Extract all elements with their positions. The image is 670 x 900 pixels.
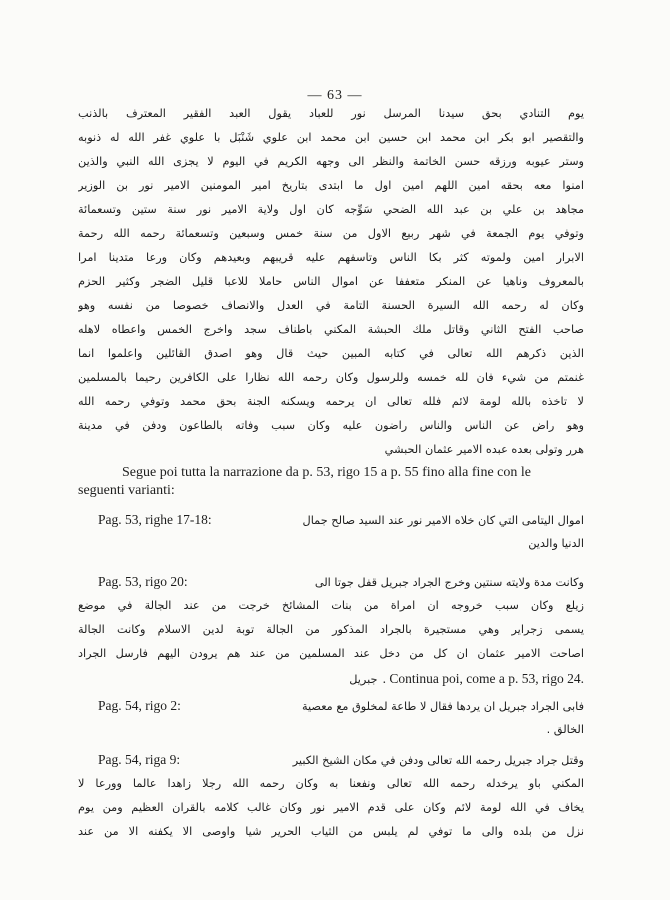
variant-4	[78, 748, 584, 844]
arabic-line: اصاحت الامير عثمان ان كل من دخل عند المسلمين من عند هم يرودن اليهم فارسل الجراد	[78, 647, 584, 660]
arabic-paragraph	[78, 102, 584, 462]
continua-note: . Continua poi, come a p. 53, rigo 24.	[382, 671, 584, 686]
arabic-line: زيلع وكان سبب خروجه ان امراة من بنات المشائخ خرجت من عند الجالة في موضع	[78, 599, 584, 612]
italian-intro	[78, 464, 584, 500]
arabic-line: هرر وتولى بعده عبده الامير عثمان الحبشي	[384, 443, 584, 456]
arabic-line: صاحب الفتح الثاني وقاتل ملك الحبشة المكني باطناف سجد واخرج الخمس واعطاه لاهله	[78, 323, 584, 336]
arabic-line: وكان له رحمه الله السيرة الحسنة التامة في العدل والانصاف خصوصا من نفسه وهو	[78, 299, 584, 312]
variant-ref: Pag. 54, rigo 2:	[98, 698, 181, 713]
variant-arabic: اموال اليتامى التي كان خلاه الامير نور عند السيد صالح جمال	[302, 514, 584, 527]
arabic-line: امنوا معه بحقه امين اللهم امين اول ما ابتدى بتاريخ امير المومنين الامير نور بن الوزير	[78, 179, 584, 192]
arabic-line: وتوفي يوم الجمعة في شهر ربيع الاول من سنة خمس وسبعين وتسعمائة رحمه الله رحمة	[78, 227, 584, 240]
variant-arabic: فابى الجراد جبريل ان يردها فقال لا طاعة لمخلوق مع معصية	[301, 700, 584, 713]
arabic-line: وهو راض عن الناس والناس راضون عليه وكان سبب وفاته بالطاعون ودفن في مدينة	[78, 419, 584, 432]
variant-ref: Pag. 54, riga 9:	[98, 752, 181, 767]
arabic-line: الخالق .	[546, 723, 584, 736]
arabic-line: الذين ذكرهم الله تعالى في كتابه المبين حيث قال وهو اصدق القائلين واعلموا انما	[78, 347, 584, 360]
page-number: — 63 —	[307, 88, 363, 103]
arabic-line: وستر عيوبه ورزقه حسن الخاتمة والنظر الى وجهه الكريم في اليوم لا يجزى الله النبي والذين	[78, 155, 584, 168]
arabic-line: الدنيا والدين	[528, 537, 584, 550]
variant-arabic: جبريل	[349, 673, 378, 686]
arabic-line: غنمتم من شيء فان لله خمسه وللرسول وكان رحمه الله نظارا على الكافرين رحيما بالمسلمين	[78, 371, 584, 384]
variant-ref: Pag. 53, righe 17-18:	[98, 512, 212, 527]
arabic-line: يوم التنادي بحق سيدنا المرسل نور للعباد يقول العبد الفقير المعترف بالذنب	[78, 107, 584, 120]
arabic-line: مجاهد بن علي بن عبد الله الضحي سَوِّجه كان اول ولاية الامير نور سنة ستين وتسعمائة	[78, 203, 584, 216]
intro-line: seguenti varianti:	[78, 483, 175, 498]
arabic-line: المكني باو يرخدله رحمه الله تعالى ونفعنا به وكان رحمه الله رجلا زاهدا عالما وورعا لا	[78, 777, 584, 790]
arabic-line: يسمى زجراير وهي مستجيرة بالجراد المذكور من الجالة توبة لدين الاسلام وكانت الجالة	[78, 623, 584, 636]
intro-line: Segue poi tutta la narrazione da p. 53, rigo 15 a p. 55 fino alla fine con le	[122, 465, 531, 480]
arabic-line: نزل من بلده والى ما توفي لم يلبس من الثياب الحرير شيا واوصى الا يكفنه الا من عند	[78, 825, 584, 838]
variant-3	[78, 694, 584, 742]
arabic-line: الابرار امين ولموته كثر بكا الناس وتاسفهم عليه قريبهم وبعيدهم وكان ورعا متدينا امرا	[78, 251, 584, 264]
arabic-line: يخاف في الله لومة لائم وكان على قدم الامير نور وكان غالب كلامه بالقران العظيم ومن يوم	[78, 801, 584, 814]
arabic-line: والتقصير ابو بكر ابن محمد ابن حسين ابن محمد ابن علوي شَنْبَل با علوي غفر الله له ذنوبه	[78, 131, 584, 144]
variant-2	[78, 570, 584, 690]
variant-1	[78, 508, 584, 556]
arabic-line: بالمعروف وناهيا عن المنكر متعففا عن اموال الناس حاملا للاعبا قليل الضجر وكثير الحزم	[78, 275, 584, 288]
variant-arabic: وكانت مدة ولايته سنتين وخرج الجراد جبريل قفل جوتا الى	[314, 576, 584, 589]
variant-ref: Pag. 53, rigo 20:	[98, 574, 188, 589]
arabic-line: لا تاخذه بالله لومة لائم فلله تعالى ان يرحمه ويسكنه الجنة بحق محمد وتوفي رحمه الله	[78, 395, 584, 408]
variant-arabic: وقتل جراد جبريل رحمه الله تعالى ودفن في مكان الشيخ الكبير	[292, 754, 584, 767]
